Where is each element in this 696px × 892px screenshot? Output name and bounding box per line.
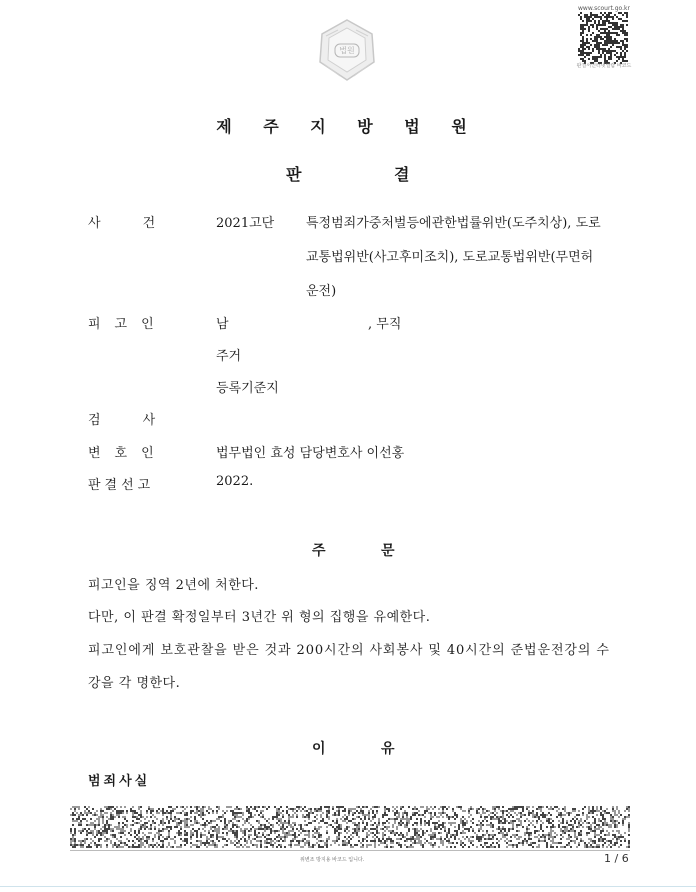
qr-code-image	[578, 12, 628, 64]
doc-title-char-2: 결	[394, 165, 410, 184]
footer-divider	[70, 850, 630, 851]
registry-label: 등록기준지	[216, 381, 279, 396]
order-title-left: 주	[312, 543, 326, 559]
defendant-occupation: , 무직	[368, 317, 402, 332]
counsel-label: 변호인	[88, 446, 168, 461]
crime-facts-heading-text: 범죄사실	[88, 774, 151, 789]
defendant-name: 남	[216, 317, 229, 332]
anti-forgery-barcode	[70, 806, 630, 848]
order-line-2: 다만, 이 판결 확정일부터 3년간 위 형의 집행을 유예한다.	[88, 610, 431, 625]
header-url: www.scourt.go.kr	[578, 5, 630, 12]
order-line-3: 피고인에게 보호관찰을 받은 것과 200시간의 사회봉사 및 40시간의 준법운전강의 수	[88, 643, 610, 658]
verdict-date-value: 2022.	[216, 474, 254, 489]
court-name: 제 주 지 방 법 원	[216, 117, 480, 136]
order-line-1: 피고인을 징역 2년에 처한다.	[88, 578, 259, 593]
doc-title-char-1: 판	[286, 165, 302, 184]
case-label: 사 건	[88, 216, 156, 231]
case-description-line1: 특정범죄가중처벌등에관한법률위반(도주치상), 도로	[306, 216, 601, 231]
qr-caption: 판결서인터넷열람 바코드	[576, 63, 632, 69]
order-title-right: 문	[381, 543, 395, 559]
page-bottom-edge	[0, 886, 696, 887]
page-number: 1 / 6	[604, 852, 629, 865]
counsel-value: 법무법인 효성 담당변호사 이선홍	[216, 446, 405, 461]
address-label: 주거	[216, 349, 242, 364]
defendant-label: 피고인	[88, 317, 168, 332]
reason-title-left: 이	[312, 741, 326, 757]
footer-note: 위변조 방지용 바코드 입니다.	[300, 857, 365, 863]
verdict-date-label: 판결선고	[88, 478, 155, 493]
reason-title-right: 유	[381, 741, 395, 757]
case-number: 2021고단	[216, 216, 275, 231]
seal-text: 법원	[339, 46, 355, 55]
prosecutor-label: 검 사	[88, 413, 156, 428]
case-description-line2: 교통법위반(사고후미조치), 도로교통법위반(무면허	[306, 250, 594, 265]
case-description-line3: 운전)	[306, 284, 337, 299]
order-line-4: 강을 각 명한다.	[88, 676, 181, 691]
crime-facts-heading	[88, 770, 150, 789]
